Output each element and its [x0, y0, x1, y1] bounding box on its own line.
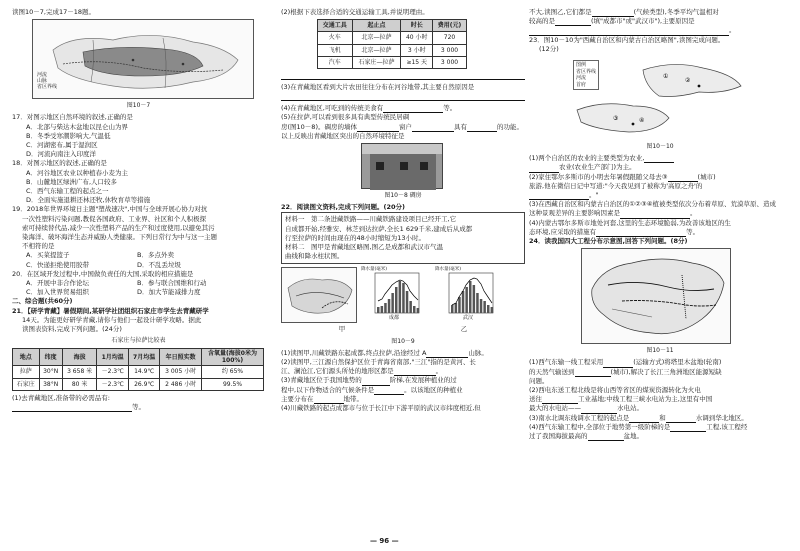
- table-row: [318, 44, 467, 56]
- table-cell: 80 米: [62, 378, 97, 390]
- transport-table-header: [318, 20, 467, 32]
- th-duration: 时长: [401, 20, 433, 32]
- q18-option-b: B．山麓地区绿洲广布,人口较多: [26, 177, 118, 186]
- answer-blank[interactable]: [362, 378, 390, 386]
- q19-line-1: 19．2018年世界环境日主题"塑战速决",中国与全球开展心协力对抗: [12, 205, 208, 214]
- answer-blank[interactable]: [596, 229, 686, 237]
- q24-1-line-1: [529, 358, 791, 367]
- photo-building: [370, 154, 436, 190]
- table-cell: 飞机: [318, 44, 353, 56]
- q20-option-d: D．加大节能减排力度: [137, 288, 201, 297]
- table-cell: 3 000: [433, 44, 467, 56]
- q24-2-part: 工业基地;中线工程三峡水电站为主,这里有中国: [578, 395, 713, 404]
- answer-blank[interactable]: [666, 415, 696, 423]
- answer-blank[interactable]: [374, 387, 404, 395]
- table-cell: 3 658 米: [62, 366, 97, 378]
- q23-2-line-1: [529, 173, 791, 182]
- q22-4-stem: (4)川藏铁路的起点成都市与位于长江中下游平原的武汉市纬度相近,但: [281, 404, 481, 413]
- q22-4-part: 不大,读图乙,它们都是: [529, 8, 592, 16]
- q21-line-2: 14天。为能更好研学青藏,请你与他们一起设计研学攻略。据此: [22, 315, 202, 324]
- q21-5-line-2: [281, 123, 525, 132]
- q24-1-part: (1)西气东输一线工程采用: [529, 358, 604, 367]
- table-cell: 汽车: [318, 56, 353, 68]
- q21-1-tail: 等。: [132, 403, 145, 412]
- page-number: — 96 —: [370, 537, 399, 545]
- table-cell: 3 000: [433, 56, 467, 68]
- svg-text:①: ①: [663, 73, 669, 81]
- q21-4-stem: (4)在青藏地区,可吃到的传统美食有: [281, 104, 384, 113]
- q24-2-part: 送往: [529, 395, 542, 404]
- q23-4-line-2: [529, 228, 791, 237]
- figure-10-10-caption: 图10－10: [646, 143, 674, 151]
- q23-line-2: (12分): [539, 44, 559, 53]
- q23-4-line-1: (4)内蒙古鄂尔多斯市地处河套,这里的生态环境脆弱,为改善该地区的生: [529, 218, 731, 227]
- q22-1-line: [281, 349, 525, 358]
- answer-blank[interactable]: [412, 124, 454, 132]
- q21-5-part: 的功能。: [496, 122, 523, 131]
- q19-option-a: A．买菜提篮子: [26, 251, 70, 260]
- q23-4-part: 态环境,应采取的措施有: [529, 227, 597, 236]
- answer-blank[interactable]: [555, 18, 591, 26]
- material-1-line-1: 材料一 第二条进藏铁路——川藏铁路建设项目已经开工,它: [285, 215, 457, 224]
- photo-diaofang: [361, 143, 443, 189]
- table-cell: 40 小时: [401, 32, 433, 44]
- column-left: [12, 0, 265, 540]
- q22-3-part: 程中,以下作物适合的气候条件是: [281, 385, 375, 394]
- answer-blank[interactable]: [668, 174, 698, 182]
- q21-5-part: 具有: [453, 122, 467, 131]
- wuhan-chart-ylabel: 降水量(毫米): [435, 267, 462, 273]
- svg-text:④: ④: [639, 117, 645, 125]
- figure-10-8-caption: 图10－8 碉房: [384, 192, 422, 200]
- q19-line-2: 一次性塑料污染问题,教促各国政府、工业界、社区和个人积极探: [22, 214, 207, 223]
- legend-title: 图例: [576, 62, 587, 69]
- q23-4-part: 等。: [686, 227, 700, 236]
- q19-options-row-2: [12, 261, 265, 270]
- q21-4-tail: 等。: [443, 104, 457, 113]
- compare-table-title: 石家庄与拉萨比较表: [111, 337, 166, 345]
- q22-3-line-1: [281, 376, 525, 385]
- table-row: [13, 366, 264, 378]
- q19-line-3: 索可持续替代品,减少一次性塑料产品的生产和过度使用,以避免其污: [22, 223, 215, 232]
- q23-1-line-2: [529, 163, 791, 172]
- q23-3-part: 这种景观差异的主要影响因素是: [529, 209, 620, 218]
- q22-3-line-3: [281, 395, 525, 404]
- material-2-line-2: 曲线和降水柱状图。: [285, 252, 344, 261]
- q21-1-blank-line: [12, 403, 265, 412]
- table-cell: ≥15 天: [401, 56, 433, 68]
- q24-4-part: (4)西气东输工程中,全部位于地势第一级阶梯的是: [529, 422, 671, 431]
- q20-stem: 20．在区域开发过程中,中国做负责任的大国,采取的相应措施是: [12, 269, 194, 278]
- q23-1-line-1: [529, 154, 791, 163]
- chengdu-chart-ylabel: 降水量(毫米): [361, 267, 388, 273]
- q22-3-part: 主要分布在: [281, 394, 314, 403]
- q24-3-part: 水调到华北地区。: [695, 413, 748, 422]
- q18-stem: 18．对图示地区的叙述,正确的是: [12, 159, 107, 168]
- q21-2-stem: (2)根据下表选择合适的交通运输工具,并说明理由。: [281, 8, 429, 16]
- table-cell: 3 005 小时: [160, 366, 202, 378]
- table-cell: 石家庄: [13, 378, 40, 390]
- answer-blank[interactable]: [529, 28, 729, 36]
- q24-2-line-1: (2)西电东送工程北线是将山西等省区的煤炭资源转化为火电: [529, 386, 701, 395]
- material-1-line-3: 行至拉萨的时间由现在的48小时缩短为13小时。: [285, 233, 426, 242]
- answer-line[interactable]: [281, 92, 525, 101]
- figure-10-9-caption: 图10－9: [391, 337, 415, 345]
- q22-4-line-4: [529, 26, 791, 35]
- q23-3-part: 。: [690, 209, 697, 218]
- figure-10-7-legend: [37, 72, 57, 90]
- q24-stem: 24．读我国四大工程分布示意图,回答下列问题。(8分): [529, 237, 688, 246]
- table-cell: 2 486 小时: [160, 378, 202, 390]
- q19-line-5: 不相符的是: [22, 242, 55, 251]
- q22-4-part: 较高的是: [529, 17, 555, 26]
- q23-2-part: (城市): [697, 172, 716, 181]
- material-1-line-2: 自成都开始,经雅安、林芝到达拉萨,全长1 629千米,建成后从成都: [285, 224, 473, 233]
- q23-2-part: 。": [589, 191, 599, 200]
- material-box: [281, 212, 525, 264]
- table-cell: 拉萨: [13, 366, 40, 378]
- photo-window: [400, 162, 408, 170]
- q22-3-part: 。以该地区的种植业: [404, 385, 463, 394]
- q24-1-line-3: 问题。: [529, 376, 549, 385]
- q21-4-line: [281, 104, 525, 113]
- q24-2-line-3: [529, 404, 791, 413]
- th-cost: 费用(元): [433, 20, 467, 32]
- legend-boundary: 省区界线: [576, 68, 597, 75]
- material-2-line-1: 材料二 图甲是青藏地区略图,图乙是成都和武汉市气温: [285, 243, 444, 252]
- th-jul-temp: 7月均温: [128, 349, 159, 366]
- q19-option-d: D．不乱丢垃圾: [137, 260, 182, 269]
- compare-table-header: [13, 349, 264, 366]
- q24-4-part: 过了我国海拔最高的: [529, 432, 588, 441]
- q22-2-stem: (2)读图甲,三江源自然保护区位于青海省南部,"三江"指的是黄河、长: [281, 358, 476, 367]
- q20-option-b: B．参与联合国维和行动: [137, 279, 207, 288]
- q18-option-d: D．全面实施退耕还林还牧,休牧育草等措施: [26, 196, 151, 205]
- th-latitude: 纬度: [39, 349, 62, 366]
- climate-chart-wuhan: [435, 267, 505, 323]
- th-sunshine: 年日照实数: [160, 349, 202, 366]
- q22-1-tail: 山脉。: [468, 348, 488, 357]
- q17-option-a: A．北部与柴达木盆地以昆仑山为界: [26, 122, 128, 131]
- q24-1-part: (运输方式)将塔里木盆地(轮南): [633, 358, 722, 367]
- legend-capital: 首府: [576, 81, 587, 88]
- transport-table: [317, 19, 467, 69]
- q22-3-line-2: [281, 386, 525, 395]
- label-yi: 乙: [460, 325, 468, 334]
- q21-5-stem: (5)在拉萨,可以看到很多具有典型传统民居碉: [281, 113, 410, 122]
- q22-3-part: 地带。: [343, 394, 363, 403]
- table-cell: 石家庄—拉萨: [352, 56, 401, 68]
- q19-line-4: 染海洋、破坏海洋生态并威胁人类健康。下列日常行为中与这一主题: [22, 233, 217, 242]
- answer-blank[interactable]: [629, 415, 659, 423]
- figure-10-10-legend: [573, 60, 599, 90]
- table-row: [13, 378, 264, 390]
- q22-3-part: 阶梯,在发展种植业的过: [389, 376, 457, 385]
- q20-option-c: C．加入世界贸易组织: [26, 288, 90, 297]
- answer-blank[interactable]: [529, 165, 559, 173]
- compare-table: [12, 348, 264, 390]
- section-2-heading: 二、综合题(共60分): [12, 297, 73, 306]
- figure-10-9: [281, 267, 525, 325]
- answer-line[interactable]: [281, 71, 525, 80]
- q19-options-row-1: [12, 251, 265, 260]
- wuhan-chart-title: 武汉: [463, 315, 474, 322]
- figure-10-7-caption: 图10－7: [126, 102, 151, 110]
- label-jia: 甲: [338, 325, 346, 334]
- q24-4-part: 盆地。: [623, 432, 643, 441]
- q22-stem: 22．阅读图文资料,完成下列问题。(20分): [281, 203, 406, 212]
- q24-2-part: 最大的水电站——: [529, 404, 581, 413]
- answer-blank[interactable]: [620, 211, 690, 219]
- answer-blank[interactable]: [575, 369, 611, 377]
- svg-text:③: ③: [613, 115, 619, 123]
- th-jan-temp: 1月均温: [97, 349, 128, 366]
- legend-mountain: 山脉: [37, 78, 48, 85]
- climate-chart-chengdu: [361, 267, 431, 323]
- table-cell: 720: [433, 32, 467, 44]
- q24-3-line: [529, 414, 791, 423]
- map-figure-10-11: [581, 248, 731, 344]
- q22-2-part: 江、澜沧江,它们源头所处的地形区都是: [281, 367, 394, 376]
- legend-boundary: 省区界线: [37, 84, 58, 91]
- answer-blank[interactable]: [314, 396, 344, 404]
- svg-text:②: ②: [685, 77, 691, 85]
- answer-blank[interactable]: [581, 406, 617, 414]
- map-figure-10-10: [573, 56, 747, 140]
- q17-stem: 17．对图示地区自然环境的叙述,正确的是: [12, 113, 133, 122]
- th-vehicle: 交通工具: [318, 20, 353, 32]
- table-cell: －2.3℃: [97, 366, 128, 378]
- photo-window: [420, 162, 428, 170]
- q21-line-3: 读图表资料,完成下列问题。(24分): [22, 325, 122, 334]
- chengdu-chart-title: 成都: [389, 315, 400, 322]
- table-cell: 38°N: [39, 378, 62, 390]
- q23-2-line-2: 旅游,他在微信日记中写道:"今天我见到了被称为'高原之舟'的: [529, 181, 703, 190]
- q24-4-line-2: [529, 432, 791, 441]
- column-middle: [281, 0, 525, 540]
- q24-1-part: (城市),解决了长江三角洲地区能源短缺: [610, 367, 722, 376]
- q19-option-b: B．多点外卖: [137, 251, 174, 260]
- q24-4-part: 工程,该工程经: [706, 422, 748, 431]
- q22-4-line-2: [529, 8, 791, 17]
- q23-1-part: (1)两个自治区的农业的主要类型为农业,: [529, 154, 645, 163]
- q17-option-b: B．冬季受寒潮影响大,气温低: [26, 131, 111, 140]
- map-jia: [281, 267, 357, 323]
- q23-2-part: (2)家住鄂尔多斯市的小明去年暑假跟随父母去③: [529, 172, 668, 181]
- answer-blank[interactable]: [588, 433, 624, 441]
- q24-3-part: 和: [659, 413, 666, 422]
- q22-2-line-2: [281, 367, 525, 376]
- q23-1-part: 农业(农业生产部门)为主。: [559, 163, 636, 172]
- answer-blank[interactable]: [383, 105, 443, 113]
- q24-3-part: (3)南水北调东线调水工程的起点是: [529, 413, 630, 422]
- photo-sky: [362, 144, 442, 154]
- th-place: 地点: [13, 349, 40, 366]
- answer-blank[interactable]: [592, 9, 634, 17]
- answer-blank[interactable]: [12, 404, 132, 412]
- table-cell: 14.9℃: [128, 366, 159, 378]
- table-cell: －2.3℃: [97, 378, 128, 390]
- map-figure-10-7: [32, 19, 254, 99]
- figure-10-11-caption: 图10－11: [646, 347, 674, 355]
- q21-3-stem: (3)在青藏地区看到大片农田往往分布在河谷地带,其主要自然原因是: [281, 83, 475, 92]
- q21-5-part: 房(图10－8)。碉房的墙体: [281, 122, 357, 131]
- q23-line-1: 23．图10－10为"西藏自治区和内蒙古自治区略图",读图完成问题。: [529, 35, 725, 44]
- answer-blank[interactable]: [467, 124, 497, 132]
- answer-blank[interactable]: [603, 360, 633, 368]
- table-cell: 30°N: [39, 366, 62, 378]
- q20-option-a: A．开展中非合作论坛: [26, 279, 89, 288]
- answer-blank[interactable]: [357, 124, 399, 132]
- legend-river: 河流: [37, 72, 48, 79]
- table-cell: 3 小时: [401, 44, 433, 56]
- th-route: 起止点: [352, 20, 401, 32]
- q21-5-part: 窗户: [398, 122, 412, 131]
- q22-4-part: 。: [729, 26, 736, 35]
- table-cell: 北京—拉萨: [352, 32, 401, 44]
- q17-option-c: C．河湖密布,属于湿润区: [26, 141, 98, 150]
- table-cell: 26.9℃: [128, 378, 159, 390]
- legend-river: 河流: [576, 75, 587, 82]
- intro-17-18: 读图10－7,完成17－18题。: [12, 8, 96, 16]
- table-cell: 北京—拉萨: [352, 44, 401, 56]
- q18-option-c: C．西气东输工程的起点之一: [26, 187, 109, 196]
- th-altitude: 海拔: [62, 349, 97, 366]
- answer-blank[interactable]: [670, 424, 706, 432]
- q23-3-line-2: [529, 209, 791, 218]
- answer-blank[interactable]: [394, 368, 436, 376]
- q22-1-stem: (1)读图甲,川藏铁路东起成都,终点拉萨,沿途经过 A: [281, 348, 427, 357]
- answer-blank[interactable]: [644, 155, 674, 163]
- q21-line-1: 21．【研学青藏】暑假期间,某研学社团组织石家庄市学生去青藏研学: [12, 306, 209, 315]
- column-right: [529, 0, 791, 540]
- q23-3-line-1: (3)在西藏自治区和内蒙古自治区的①②③④植被类型依次分布着草原、荒漠草原、造成: [529, 200, 777, 209]
- q19-option-c: C．快递拒绝使用胶带: [26, 260, 90, 269]
- q22-4-line-3: [529, 17, 791, 26]
- q22-2-part: 。: [435, 367, 443, 376]
- map-figure-10-11-drawing: [582, 249, 731, 344]
- q22-4-part: (填"成都市"或"武汉市"),主要原因是: [591, 17, 695, 26]
- table-row: [318, 32, 467, 44]
- table-cell: 火车: [318, 32, 353, 44]
- q22-3-part: (3)青藏地区位于我国地势的: [281, 376, 362, 385]
- table-cell: 99.5%: [202, 378, 264, 390]
- map-figure-10-7-drawing: [33, 20, 254, 99]
- q23-2-line-3: [529, 191, 791, 200]
- q20-options-row-1: [12, 279, 265, 288]
- q17-option-d: D．河流向南注入印度洋: [26, 150, 97, 159]
- map-jia-drawing: [282, 268, 357, 323]
- q24-1-line-2: [529, 368, 791, 377]
- q24-4-line-1: [529, 423, 791, 432]
- th-oxygen: 含氧量(海拔0米为100%): [202, 349, 264, 366]
- figure-labels: [281, 325, 525, 334]
- answer-blank[interactable]: [529, 192, 589, 200]
- q24-2-line-2: [529, 395, 791, 404]
- table-cell: 约 65%: [202, 366, 264, 378]
- q21-5-line-3: 以上反映出青藏地区突出的自然环境特征是: [281, 131, 405, 140]
- answer-blank[interactable]: [542, 396, 578, 404]
- table-row: [318, 56, 467, 68]
- photo-window: [376, 162, 384, 170]
- q22-4-part: (气候类型),冬季平均气温相对: [633, 8, 719, 16]
- map-figure-10-10-drawing: [573, 56, 747, 140]
- q18-option-a: A．河谷地区农业以种植春小麦为主: [26, 168, 128, 177]
- answer-blank[interactable]: [426, 350, 468, 358]
- q21-1-stem: (1)去青藏地区,准备带的必需品有:: [12, 393, 110, 402]
- q24-2-part: 水电站。: [617, 404, 643, 413]
- q24-1-part: 的天然气输送到: [529, 367, 575, 376]
- q20-options-row-2: [12, 288, 265, 297]
